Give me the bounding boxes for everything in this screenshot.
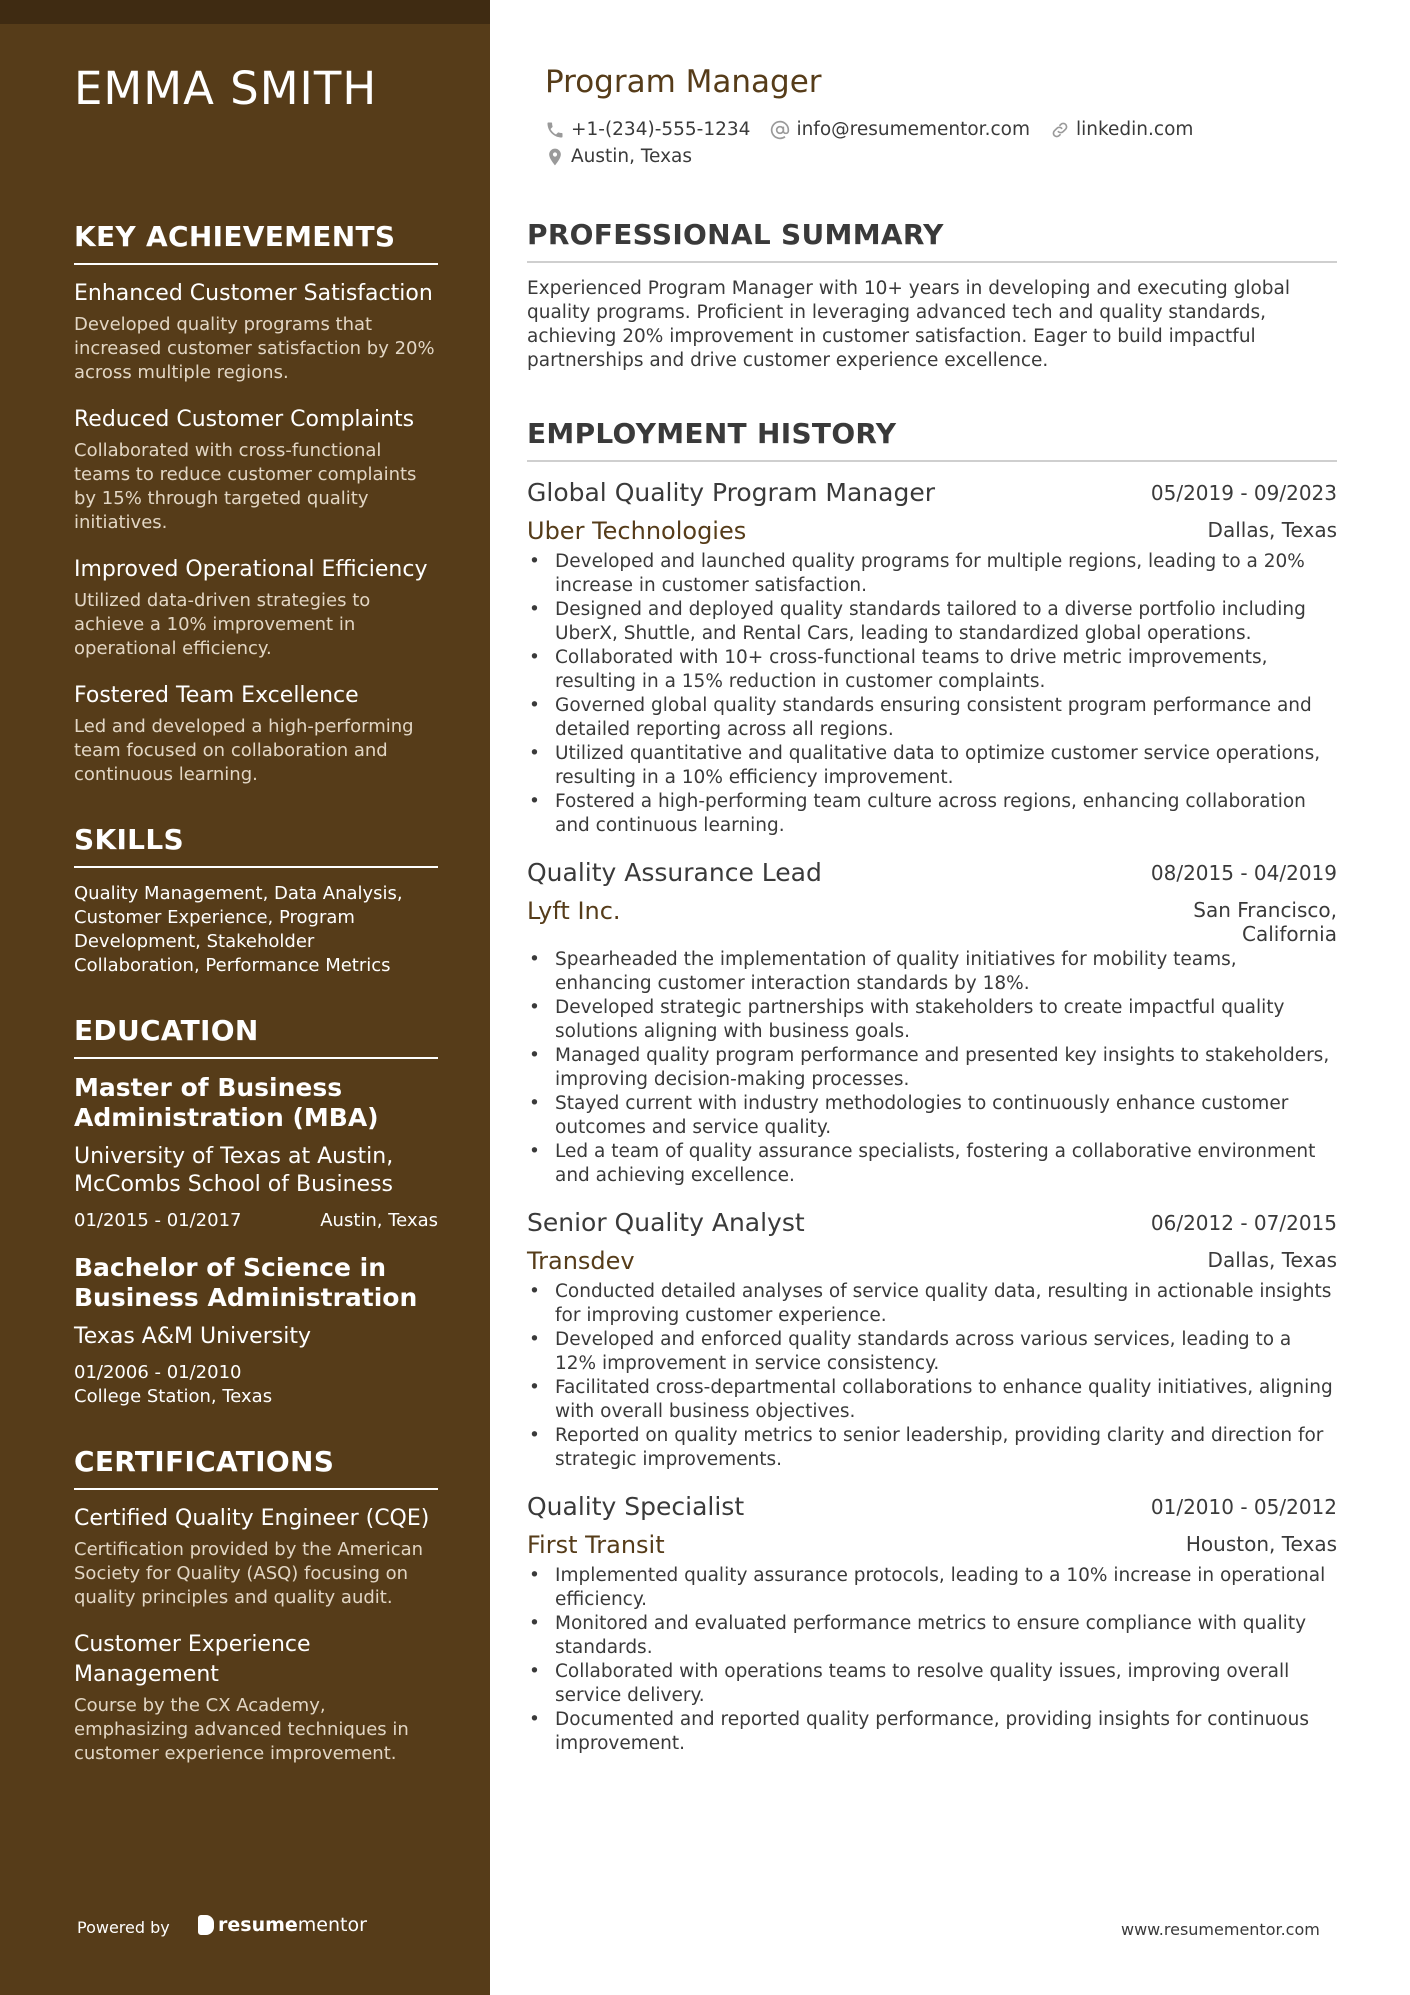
contact-location <box>545 143 692 170</box>
logo-text-bold: resume <box>218 1914 298 1936</box>
job-bullet: • Monitored and evaluated performance metrics to ensure compliance with quality standards. <box>527 1612 1337 1660</box>
resumementor-logo-icon <box>198 1915 214 1935</box>
education-degree: Master of Business Administration (MBA) <box>74 1073 379 1132</box>
job-role: Senior Quality Analyst <box>527 1208 805 1237</box>
email-text: info@resumementor.com <box>796 119 1030 140</box>
section-heading: EDUCATION <box>74 1014 438 1059</box>
achievement-desc: Collaborated with cross-functional teams to reduce customer complaints by 15% through targeted quality initiatives. <box>74 440 417 533</box>
achievement-desc: Utilized data-driven strategies to achieve a 10% improvement in operational efficiency. <box>74 590 371 659</box>
sidebar <box>0 0 490 1995</box>
footer-website-link[interactable]: www.resumementor.com <box>1121 1920 1320 1939</box>
job-dates: 01/2010 - 05/2012 <box>1150 1495 1337 1519</box>
achievement-title: Reduced Customer Complaints <box>74 407 415 432</box>
job-subheader <box>527 890 1337 946</box>
job-bullet: • Managed quality program performance and presented key insights to stakeholders, improving decision-making processes. <box>527 1044 1337 1092</box>
job-bullets <box>527 948 1337 1188</box>
job-header <box>527 1490 1337 1524</box>
key-achievements-section <box>74 220 438 787</box>
achievement-item <box>74 405 438 535</box>
job-bullet: • Collaborated with operations teams to resolve quality issues, improving overall service delivery. <box>527 1660 1337 1708</box>
location-text: Austin, Texas <box>571 146 693 167</box>
job-entry <box>527 856 1337 1188</box>
job-company: Uber Technologies <box>527 517 747 545</box>
job-bullet: • Facilitated cross-departmental collaborations to enhance quality initiatives, aligning with overall business objectives. <box>527 1376 1337 1424</box>
target-job-title: Program Manager <box>545 64 822 100</box>
education-dates: 01/2015 - 01/2017 <box>74 1210 242 1231</box>
achievement-title: Fostered Team Excellence <box>74 683 359 708</box>
education-location: Austin, Texas <box>320 1210 438 1231</box>
job-company: Lyft Inc. <box>527 897 621 925</box>
achievement-desc: Led and developed a high-performing team focused on collaboration and continuous learning. <box>74 716 414 785</box>
phone-text: +1-(234)-555-1234 <box>571 119 751 140</box>
job-bullet: • Implemented quality assurance protocols, leading to a 10% increase in operational efficiency. <box>527 1564 1337 1612</box>
job-bullets <box>527 1564 1337 1756</box>
certification-title: Customer Experience Management <box>74 1632 311 1687</box>
phone-icon <box>545 120 565 140</box>
contact-row <box>545 143 1305 170</box>
certification-desc: Certification provided by the American Society for Quality (ASQ) focusing on quality principles and quality audit. <box>74 1539 424 1608</box>
map-pin-icon <box>545 147 565 167</box>
job-bullet: • Collaborated with 10+ cross-functional teams to drive metric improvements, resulting in a 15% reduction in customer complaints. <box>527 646 1337 694</box>
job-dates: 08/2015 - 04/2019 <box>1150 861 1337 885</box>
certifications-section <box>74 1445 438 1766</box>
achievement-item <box>74 555 438 661</box>
job-bullet: • Developed strategic partnerships with stakeholders to create impactful quality solutions aligning with business goals. <box>527 996 1337 1044</box>
job-subheader <box>527 510 1337 548</box>
job-company: Transdev <box>527 1247 635 1275</box>
job-bullet: • Conducted detailed analyses of service quality data, resulting in actionable insights for improving customer experience. <box>527 1280 1337 1328</box>
job-header <box>527 476 1337 510</box>
job-location: Dallas, Texas <box>1207 1248 1337 1272</box>
education-location: College Station, Texas <box>74 1386 273 1407</box>
main-content <box>527 218 1337 1774</box>
section-heading: PROFESSIONAL SUMMARY <box>527 218 1337 263</box>
achievement-desc: Developed quality programs that increased customer satisfaction by 20% across multiple regions. <box>74 314 435 383</box>
summary-text: Experienced Program Manager with 10+ years in developing and executing global quality programs. Proficient in leveraging advanced tech and quality standards, achieving 20% improvement in customer satisfaction. Eager to build impactful partnerships and drive customer experience excellence. <box>527 278 1290 371</box>
education-section <box>74 1014 438 1409</box>
job-dates: 05/2019 - 09/2023 <box>1150 481 1337 505</box>
job-bullet: • Developed and launched quality programs for multiple regions, leading to a 20% increase in customer satisfaction. <box>527 550 1337 598</box>
job-subheader <box>527 1240 1337 1278</box>
job-bullet: • Reported on quality metrics to senior leadership, providing clarity and direction for strategic improvements. <box>527 1424 1337 1472</box>
job-header <box>527 1206 1337 1240</box>
job-role: Quality Specialist <box>527 1492 745 1521</box>
education-meta <box>74 1209 438 1233</box>
contact-email[interactable] <box>770 116 1030 143</box>
achievement-item <box>74 681 438 787</box>
at-sign-icon <box>770 120 790 140</box>
skills-list: Quality Management, Data Analysis, Customer Experience, Program Development, Stakeholder Collaboration, Performance Metrics <box>74 883 403 976</box>
education-item <box>74 1073 438 1233</box>
job-bullet: • Utilized quantitative and qualitative data to optimize customer service operations, resulting in a 10% efficiency improvement. <box>527 742 1337 790</box>
job-location: San Francisco, California <box>1193 898 1337 946</box>
certification-item <box>74 1630 438 1766</box>
section-heading: KEY ACHIEVEMENTS <box>74 220 438 265</box>
job-bullet: • Documented and reported quality performance, providing insights for continuous improvement. <box>527 1708 1337 1756</box>
education-dates: 01/2006 - 01/2010 <box>74 1362 242 1383</box>
link-icon <box>1050 120 1070 140</box>
job-company: First Transit <box>527 1531 665 1559</box>
professional-summary-section <box>527 218 1337 373</box>
job-location: Houston, Texas <box>1185 1532 1337 1556</box>
education-school: University of Texas at Austin, McCombs School of Business <box>74 1144 394 1197</box>
job-bullet: • Fostered a high-performing team culture across regions, enhancing collaboration and continuous learning. <box>527 790 1337 838</box>
certification-title: Certified Quality Engineer (CQE) <box>74 1506 430 1531</box>
resumementor-logo[interactable] <box>198 1914 367 1936</box>
contact-phone[interactable] <box>545 116 750 143</box>
education-item <box>74 1253 438 1409</box>
job-bullet: • Designed and deployed quality standards tailored to a diverse portfolio including UberX, Shuttle, and Rental Cars, leading to standardized global operations. <box>527 598 1337 646</box>
certification-item <box>74 1504 438 1610</box>
education-degree: Bachelor of Science in Business Administration <box>74 1253 418 1312</box>
employment-history-section <box>527 417 1337 1756</box>
contact-info <box>545 116 1305 170</box>
contact-linkedin[interactable] <box>1050 116 1193 143</box>
job-subheader <box>527 1524 1337 1562</box>
job-location: Dallas, Texas <box>1207 518 1337 542</box>
job-role: Global Quality Program Manager <box>527 478 935 507</box>
candidate-name: EMMA SMITH <box>74 62 378 115</box>
job-header <box>527 856 1337 890</box>
job-bullet: • Led a team of quality assurance specialists, fostering a collaborative environment and achieving excellence. <box>527 1140 1337 1188</box>
job-role: Quality Assurance Lead <box>527 858 822 887</box>
certification-desc: Course by the CX Academy, emphasizing advanced techniques in customer experience improvement. <box>74 1695 409 1764</box>
skills-section <box>74 823 438 978</box>
achievement-title: Improved Operational Efficiency <box>74 557 428 582</box>
job-bullet: • Governed global quality standards ensuring consistent program performance and detailed reporting across all regions. <box>527 694 1337 742</box>
section-heading: CERTIFICATIONS <box>74 1445 438 1490</box>
achievement-item <box>74 279 438 385</box>
sidebar-content <box>74 220 438 1802</box>
logo-text-light: mentor <box>297 1914 367 1936</box>
sidebar-top-bar <box>0 0 490 24</box>
contact-row <box>545 116 1305 143</box>
job-entry <box>527 1490 1337 1756</box>
section-heading: EMPLOYMENT HISTORY <box>527 417 1337 462</box>
education-school: Texas A&M University <box>74 1324 311 1349</box>
linkedin-text: linkedin.com <box>1075 119 1194 140</box>
job-entry <box>527 476 1337 838</box>
achievement-title: Enhanced Customer Satisfaction <box>74 281 433 306</box>
job-dates: 06/2012 - 07/2015 <box>1150 1211 1337 1235</box>
section-heading: SKILLS <box>74 823 438 868</box>
job-entry <box>527 1206 1337 1472</box>
education-meta <box>74 1361 438 1409</box>
powered-by-label: Powered by <box>77 1918 170 1937</box>
job-bullet: • Developed and enforced quality standards across various services, leading to a 12% improvement in service consistency. <box>527 1328 1337 1376</box>
job-bullets <box>527 1280 1337 1472</box>
job-bullets <box>527 550 1337 838</box>
job-bullet: • Spearheaded the implementation of quality initiatives for mobility teams, enhancing customer interaction standards by 18%. <box>527 948 1337 996</box>
job-bullet: • Stayed current with industry methodologies to continuously enhance customer outcomes and service quality. <box>527 1092 1337 1140</box>
